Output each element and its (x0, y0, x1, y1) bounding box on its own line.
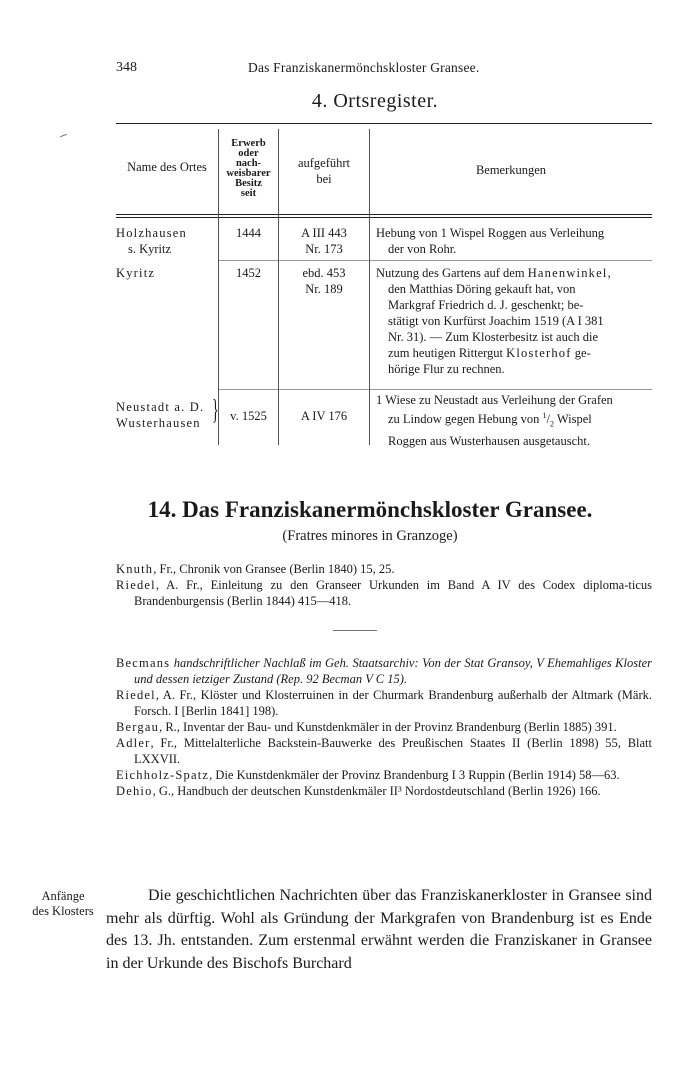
remarks: Hebung von 1 Wispel Roggen aus Verleihung der von Rohr. (376, 226, 605, 256)
column-header-place: Name des Ortes (127, 160, 207, 174)
place-register-table (116, 123, 652, 451)
place-name: Wusterhausen (116, 416, 201, 430)
bibliography-entry: Adler, Fr., Mittelalterliche Backstein-Bauwerke des Preußischen Staates II (Berlin 1898) 55, Blatt LXXVII. (116, 736, 652, 766)
source-reference: A IV 176 (300, 409, 348, 423)
place-name: Kyritz (116, 266, 156, 280)
page-number: 348 (116, 60, 137, 75)
row-rule (218, 389, 652, 390)
running-head: Das Franziskanermönchskloster Gransee. (248, 60, 480, 75)
grouping-brace: } (212, 395, 219, 426)
place-name-note: s. Kyritz (128, 242, 172, 256)
margin-mark (60, 134, 67, 137)
chapter-title: 14. Das Franziskanermönchskloster Gransee. (147, 497, 593, 522)
acquisition-year: v. 1525 (230, 409, 267, 423)
bibliography-entry: Riedel, A. Fr., Klöster und Klosterruinen in der Churmark Brandenburg außerhalb der Altmark (Märk. Forsch. I [Berlin 1841] 198). (116, 688, 652, 718)
table-top-rule (116, 123, 652, 124)
column-header-listed: aufgeführt bei (297, 156, 351, 186)
source-reference: A III 443 Nr. 173 (301, 226, 347, 256)
body-paragraph: Die geschichtlichen Nachrichten über das Franziskanerkloster in Gransee sind mehr als dürftig. Wohl als Gründung der Markgrafen von Brandenburg ist es Ende des 13. Jh. entstanden. Zum erstenmal erwähnt werden die Franziskaner in Gransee in der Urkunde des Bischofs Burchard (106, 887, 652, 972)
primary-sources-list (116, 561, 652, 609)
acquisition-year: 1452 (236, 266, 261, 280)
section-heading: 4. Ortsregister. (311, 90, 439, 112)
column-header-remarks: Bemerkungen (475, 163, 547, 177)
literature-list (116, 655, 652, 799)
bibliography-entry: Dehio, G., Handbuch der deutschen Kunstdenkmäler II³ Nordostdeutschland (Berlin 1926) 166. (116, 784, 601, 798)
place-name: Holzhausen (116, 226, 188, 240)
chapter-subtitle: (Fratres minores in Granzoge) (282, 528, 458, 544)
source-reference: ebd. 453 Nr. 189 (302, 266, 346, 296)
margin-note: Anfänge des Klosters (32, 889, 94, 918)
remarks: 1 Wiese zu Neustadt aus Verleihung der Grafen zu Lindow gegen Hebung von $^1/_2$ Wispel Roggen aus Wusterhausen ausgetauscht. (376, 393, 613, 448)
bibliography-entry: Becmans handschriftlicher Nachlaß im Geh. Staatsarchiv: Von der Stat Gransoy, V Ehemahliges Kloster und dessen ietziger Zustand (Rep. 92 Becman V C 15). (116, 656, 652, 686)
bibliography-entry: Knuth, Fr., Chronik von Gransee (Berlin 1840) 15, 25. (116, 562, 395, 576)
column-header-acquisition: Erwerb oder nach- weisbarer Besitz seit (226, 138, 271, 199)
header-rule (116, 217, 652, 218)
bibliography-entry: Riedel, A. Fr., Einleitung zu den Granseer Urkunden im Band A IV des Codex diploma-ticus Brandenburgensis (Berlin 1844) 415—418. (116, 578, 652, 608)
header-rule (116, 214, 652, 215)
acquisition-year: 1444 (236, 226, 261, 240)
place-name: Neustadt a. D. (116, 400, 205, 414)
bibliography-entry: Eichholz-Spatz, Die Kunstdenkmäler der Provinz Brandenburg I 3 Ruppin (Berlin 1914) 58—63. (116, 768, 620, 782)
bibliography-entry: Bergau, R., Inventar der Bau- und Kunstdenkmäler in der Provinz Brandenburg (Berlin 1885) 391. (116, 720, 617, 734)
row-rule (218, 260, 652, 261)
separator-rule (333, 630, 377, 631)
remarks: Nutzung des Gartens auf dem Hanenwinkel, den Matthias Döring gekauft hat, von Markgraf Friedrich d. J. geschenkt; be- stätigt von Kurfürst Joachim 1519 (A I 381 Nr. 31). — Zum Klosterbesitz ist auch die zum heutigen Rittergut Klosterhof ge- hörige Flur zu rechnen. (376, 266, 611, 376)
